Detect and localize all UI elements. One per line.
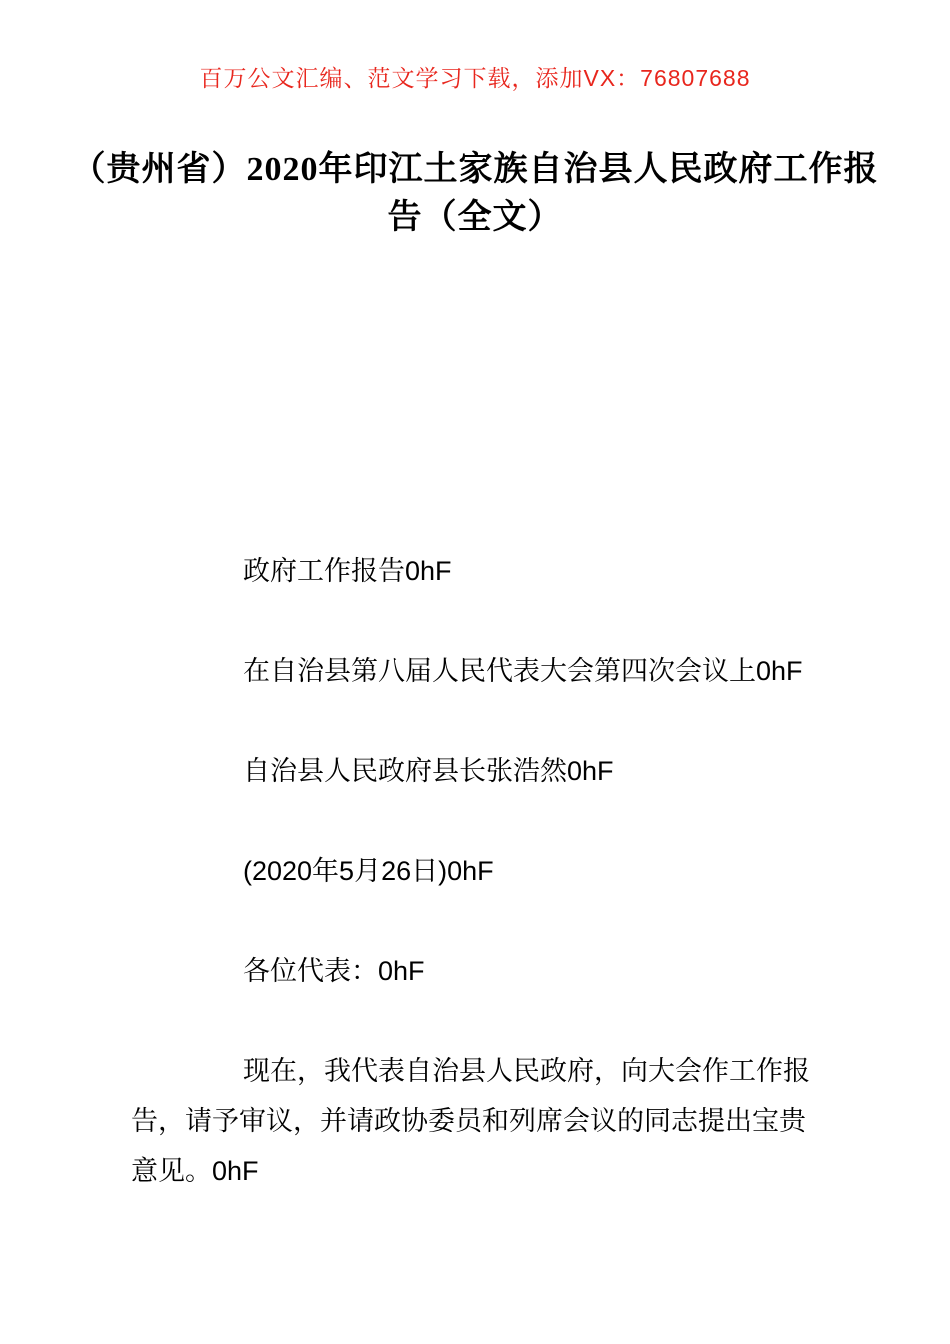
document-title: （贵州省）2020年印江土家族自治县人民政府工作报告（全文） (71, 151, 879, 236)
paragraph-report-heading: 政府工作报告0hF (243, 556, 452, 586)
paragraph-salutation: 各位代表：0hF (243, 956, 425, 986)
paragraph-author: 自治县人民政府县长张浩然0hF (243, 756, 614, 786)
paragraph-congress-session: 在自治县第八届人民代表大会第四次会议上0hF (243, 656, 803, 686)
document-body (131, 546, 820, 1246)
promo-header-note: 百万公文汇编、范文学习下载，添加VX：76807688 (199, 65, 751, 91)
paragraph-date: (2020年5月26日)0hF (243, 856, 494, 886)
paragraph-opening-statement: 现在，我代表自治县人民政府，向大会作工作报告，请予审议，并请政协委员和列席会议的同志提出宝贵意见。0hF (131, 1056, 810, 1186)
